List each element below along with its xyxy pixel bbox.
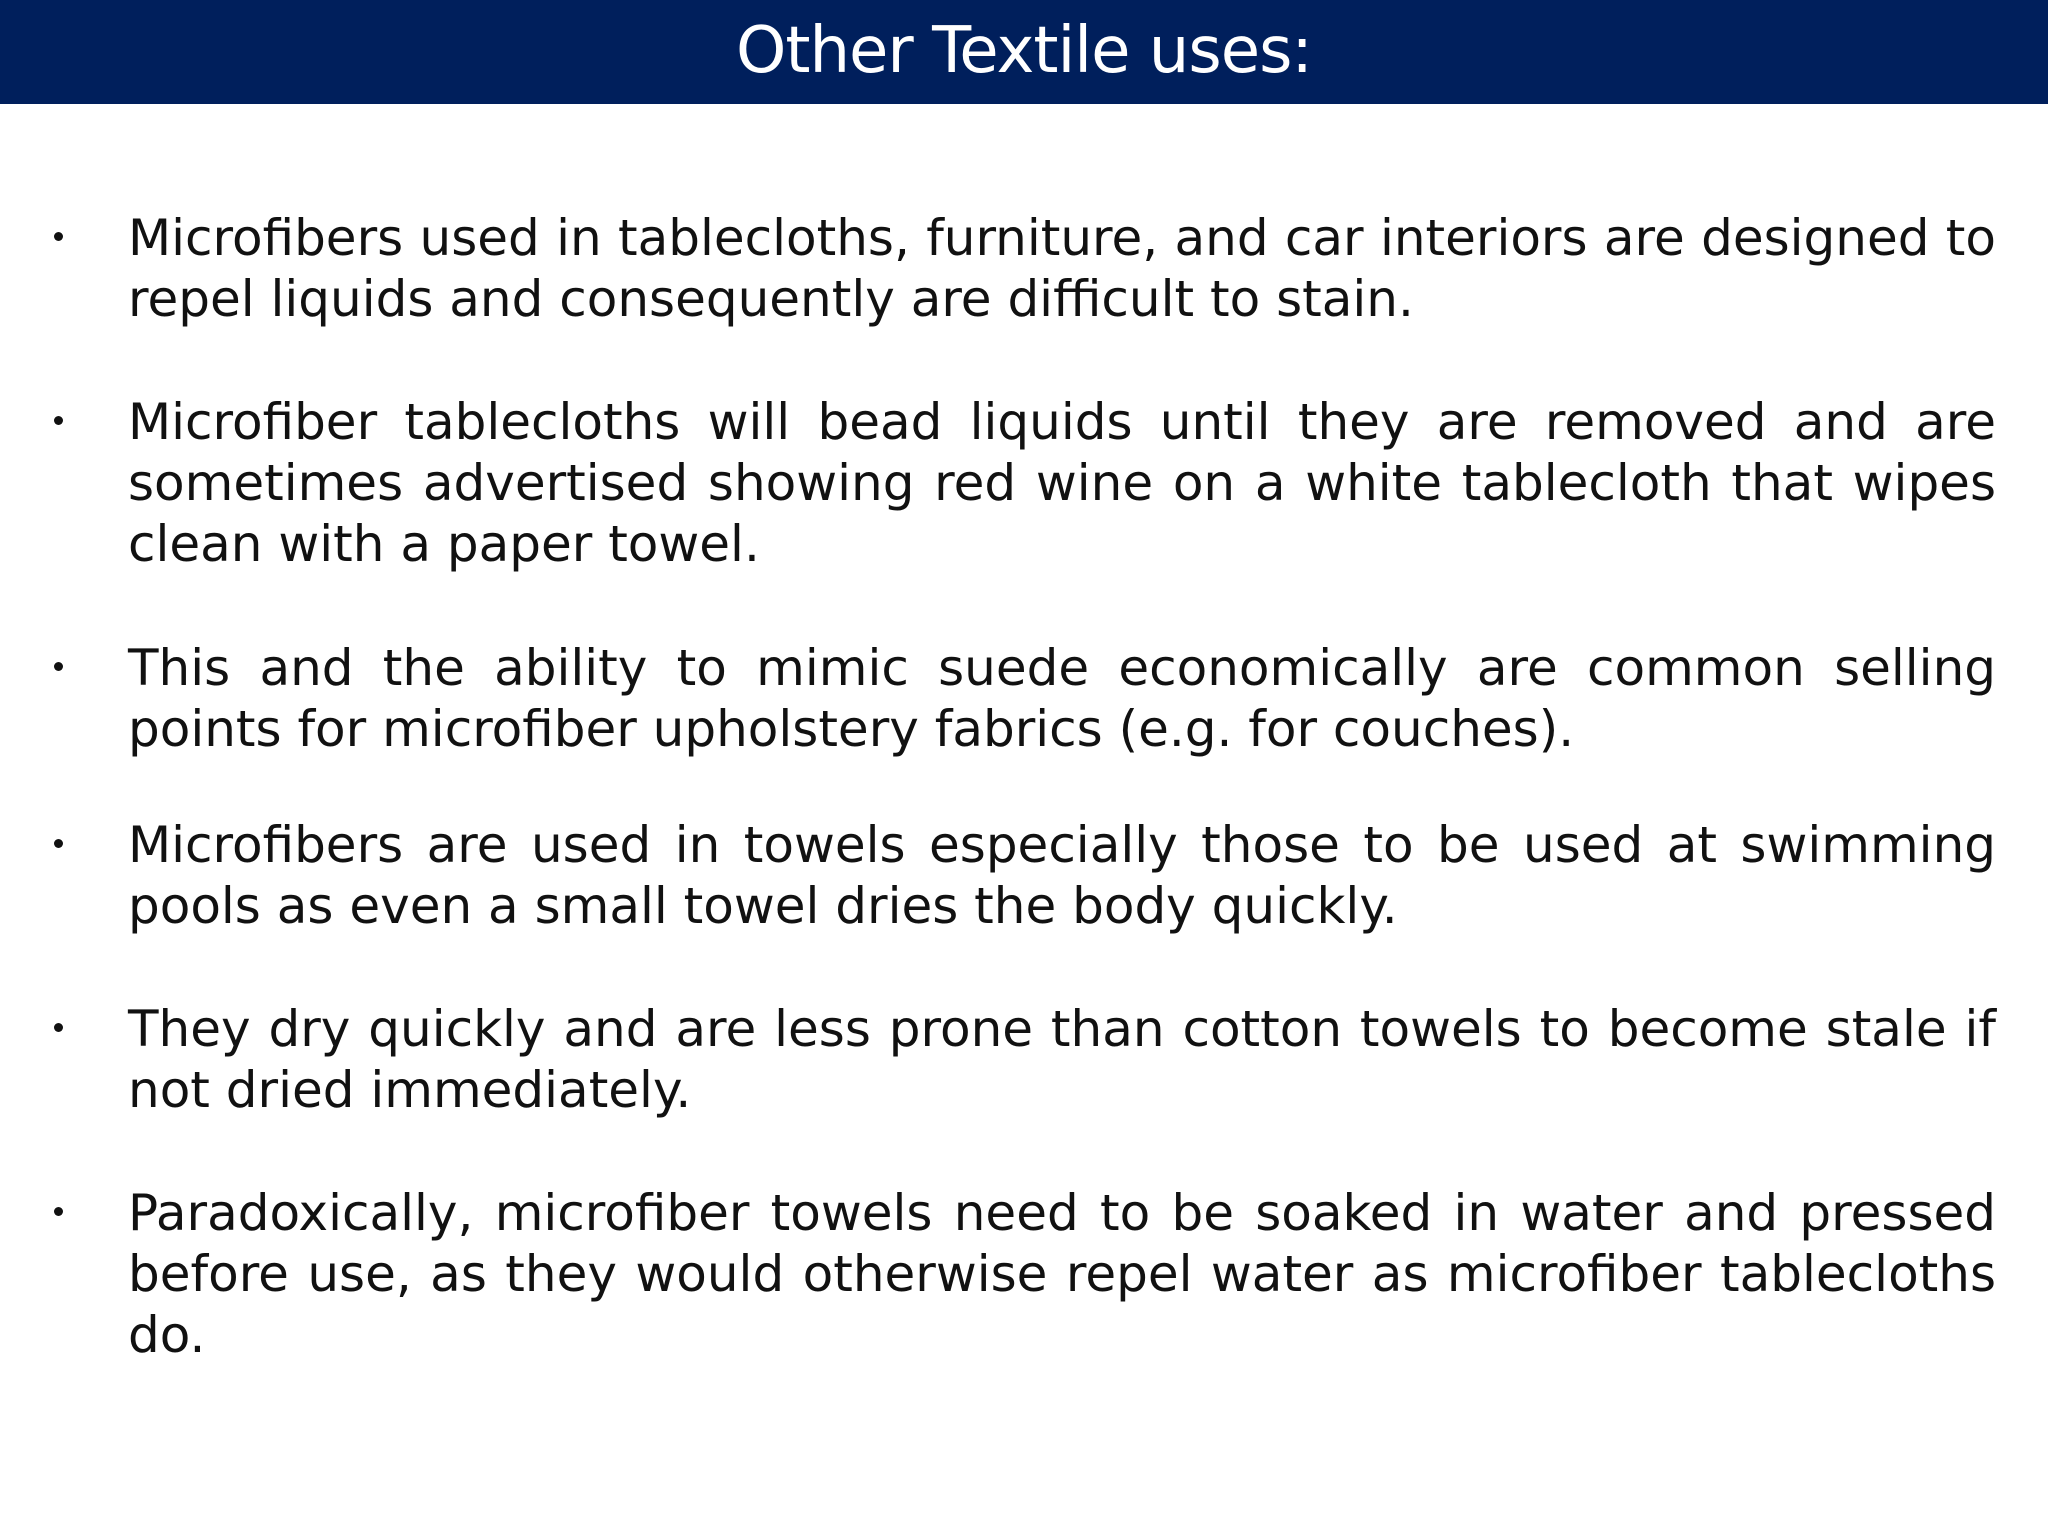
bullet-icon xyxy=(54,662,63,671)
bullet-text: They dry quickly and are less prone than cotton towels to become stale if not dried immediately. xyxy=(128,1000,1996,1119)
bullet-icon xyxy=(54,232,63,241)
bullet-icon xyxy=(54,1023,63,1032)
bullet-text: Microfibers are used in towels especially those to be used at swimming pools as even a small towel dries the body quickly. xyxy=(128,816,1996,935)
bullet-text: Microfiber tablecloths will bead liquids until they are removed and are sometimes advertised showing red wine on a white tablecloth that wipes clean with a paper towel. xyxy=(128,393,1996,573)
bullet-text: Paradoxically, microfiber towels need to be soaked in water and pressed before use, as they would otherwise repel water as microfiber tablecloths do. xyxy=(128,1184,1996,1364)
slide-title: Other Textile uses: xyxy=(736,14,1312,88)
bullet-icon xyxy=(54,416,63,425)
bullet-text: This and the ability to mimic suede economically are common selling points for microfiber upholstery fabrics (e.g. for couches). xyxy=(128,639,1996,758)
bullet-icon xyxy=(54,839,63,848)
bullet-text: Microfibers used in tablecloths, furniture, and car interiors are designed to repel liquids and consequently are difficult to stain. xyxy=(128,209,1996,328)
bullet-icon xyxy=(54,1207,63,1216)
